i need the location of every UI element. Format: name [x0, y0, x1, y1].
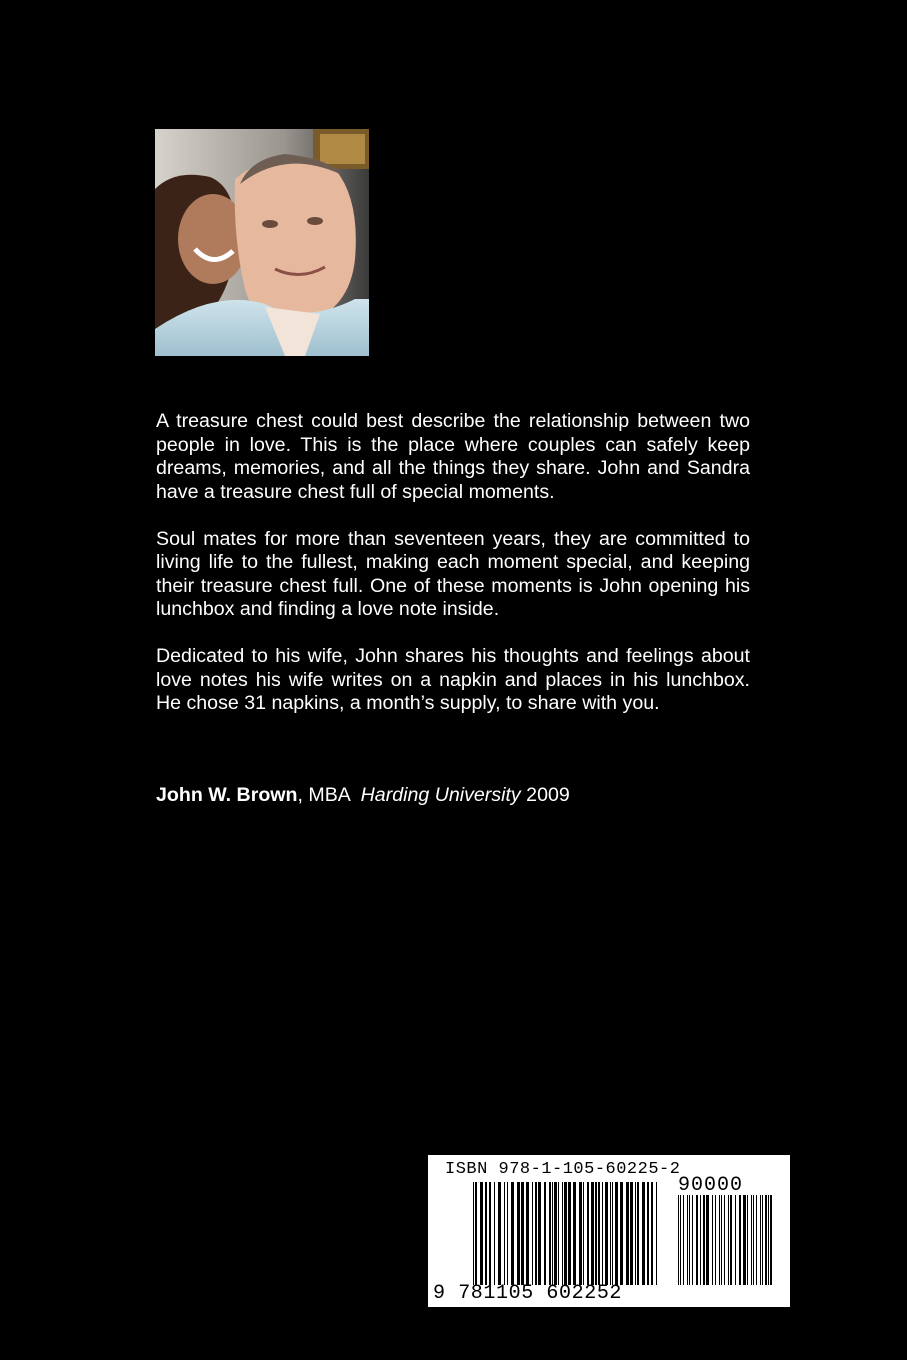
barcode-bar [743, 1195, 746, 1285]
barcode-bar [521, 1182, 524, 1285]
blurb-paragraph-1: A treasure chest could best describe the relationship between two people in love. This is the place where couples can safely keep dreams, memories, and all the things they share. John and Sandra have a treasure chest full of special moments. [156, 410, 750, 503]
barcode-bar [721, 1195, 722, 1285]
isbn-barcode [428, 1155, 790, 1307]
barcode-bar [730, 1195, 732, 1285]
barcode-bar [583, 1182, 584, 1285]
barcode-bar [770, 1195, 772, 1285]
barcode-bar [696, 1195, 698, 1285]
barcode-bar [765, 1195, 767, 1285]
barcode-bar [568, 1182, 571, 1285]
barcode-bar [532, 1182, 533, 1285]
barcode-bar [700, 1195, 701, 1285]
barcode-bar [480, 1182, 483, 1285]
barcode-bar [768, 1195, 769, 1285]
barcode-bar [579, 1182, 582, 1285]
barcode-bar [473, 1182, 474, 1285]
barcode-bar [683, 1195, 684, 1285]
author-name: John W. Brown [156, 784, 298, 806]
barcode-bar [489, 1182, 491, 1285]
ean-digits: 9 781105 602252 [433, 1282, 623, 1305]
barcode-bar [647, 1182, 649, 1285]
barcode-bar [549, 1182, 551, 1285]
barcode-bar [535, 1182, 537, 1285]
price-code: 90000 [678, 1174, 744, 1197]
barcode-bar [635, 1182, 636, 1285]
author-year: 2009 [520, 784, 570, 806]
isbn-number: ISBN 978-1-105-60225-2 [445, 1160, 681, 1179]
barcode-bar [760, 1195, 761, 1285]
barcode-bar [728, 1195, 729, 1285]
barcode-bar [562, 1182, 563, 1285]
author-degree: , MBA [297, 784, 361, 806]
barcode-bar [656, 1182, 657, 1285]
blurb-paragraph-2: Soul mates for more than seventeen years, they are committed to living life to the fullest, making each moment special, and keeping their treasure chest full. One of these moments is John opening his lunchbox and finding a love note inside. [156, 527, 750, 620]
barcode-bar [504, 1182, 505, 1285]
barcode-bar [507, 1182, 508, 1285]
barcode-bar [747, 1195, 748, 1285]
barcode-bar [498, 1182, 501, 1285]
barcode-bar [751, 1195, 752, 1285]
barcode-bar [712, 1195, 713, 1285]
barcode-bar [703, 1195, 705, 1285]
barcode-bar [719, 1195, 720, 1285]
barcode-bar [692, 1195, 693, 1285]
barcode-bar [630, 1182, 633, 1285]
author-photo [155, 129, 369, 356]
barcode-bar [587, 1182, 589, 1285]
barcode-bar [602, 1182, 603, 1285]
barcode-bar [715, 1195, 716, 1285]
barcode-bar [706, 1195, 709, 1285]
barcode-bar [620, 1182, 623, 1285]
barcode-bar [595, 1182, 597, 1285]
barcode-bar [678, 1195, 679, 1285]
barcode-bar [756, 1195, 757, 1285]
barcode-bar [475, 1182, 477, 1285]
barcode-bar [762, 1195, 763, 1285]
barcode-bar [735, 1195, 736, 1285]
barcode-bar [591, 1182, 594, 1285]
barcode-bar [642, 1182, 645, 1285]
barcode-bar [558, 1182, 559, 1285]
barcode-bar [598, 1182, 600, 1285]
barcode-bar [651, 1182, 653, 1285]
author-byline [156, 784, 776, 808]
barcode-bar [544, 1182, 546, 1285]
barcode-bar [517, 1182, 520, 1285]
barcode-bar [612, 1182, 613, 1285]
barcode-bar [680, 1195, 681, 1285]
barcode-bar [573, 1182, 576, 1285]
barcode-bar [552, 1182, 553, 1285]
barcode-bar [753, 1195, 754, 1285]
barcode-bar [689, 1195, 690, 1285]
barcode-bar [626, 1182, 629, 1285]
blurb-paragraph-3: Dedicated to his wife, John shares his thoughts and feelings about love notes his wife writes on a napkin and places in his lunchbox. He chose 31 napkins, a month’s supply, to share with you. [156, 645, 750, 714]
barcode-bar [485, 1182, 487, 1285]
barcode-bar [511, 1182, 514, 1285]
barcode-bar [739, 1195, 741, 1285]
author-photo-image [155, 129, 369, 356]
barcode-bar [610, 1182, 611, 1285]
barcode-bar [615, 1182, 618, 1285]
barcode-bar [494, 1182, 495, 1285]
barcode-bar [538, 1182, 541, 1285]
barcode-bar [724, 1195, 725, 1285]
barcode-bar [605, 1182, 608, 1285]
author-school: Harding University [360, 784, 521, 806]
barcode-bar [554, 1182, 557, 1285]
barcode-bar [637, 1182, 639, 1285]
barcode-bar [564, 1182, 567, 1285]
barcode-bar [526, 1182, 529, 1285]
back-cover-blurb [156, 410, 750, 739]
barcode-bar [687, 1195, 688, 1285]
